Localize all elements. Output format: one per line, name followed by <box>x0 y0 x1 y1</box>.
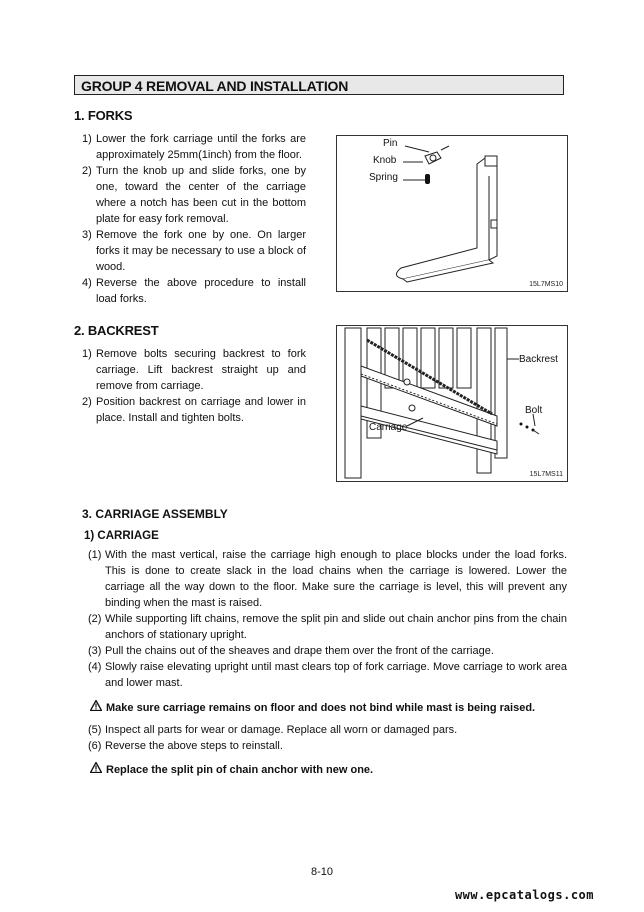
figure-code: 15L7MS10 <box>529 281 563 288</box>
list-item: (2) While supporting lift chains, remove the split pin and slide out chain anchor pins from the chain anchors of stationary upright. <box>88 613 567 641</box>
bolt-label: Bolt <box>525 405 543 416</box>
list-item: (1) With the mast vertical, raise the carriage high enough to place blocks under the load forks. This is done to create slack in the load chains when the carriage is lowered. Lower the carriage all the way down to the floor. Make sure the carriage is level, this will prevent any binding when the mast is raised. <box>88 549 567 609</box>
carriage-assembly-heading: 3. CARRIAGE ASSEMBLY <box>82 507 228 521</box>
pin-label: Pin <box>383 138 398 149</box>
list-item: 1) Remove bolts securing backrest to fork carriage. Lift backrest straight up and remove from carriage. <box>82 348 306 392</box>
carriage-steps-a <box>78 547 567 691</box>
backrest-illustration <box>337 326 567 481</box>
forks-heading: 1. FORKS <box>74 108 133 123</box>
backrest-label: Backrest <box>519 354 558 365</box>
backrest-heading: 2. BACKREST <box>74 323 159 338</box>
list-item: (3) Pull the chains out of the sheaves and drape them over the front of the carriage. <box>88 645 494 657</box>
backrest-steps <box>74 346 306 426</box>
fork-illustration <box>337 136 567 291</box>
group-title: GROUP 4 REMOVAL AND INSTALLATION <box>74 75 564 95</box>
warning-note: Replace the split pin of chain anchor with new one. <box>90 762 373 776</box>
fork-figure <box>336 135 568 292</box>
list-item: 3) Remove the fork one by one. On larger forks it may be necessary to use a block of wood. <box>82 229 306 273</box>
spring-label: Spring <box>369 172 398 183</box>
list-item: (6) Reverse the above steps to reinstall. <box>88 740 283 752</box>
list-item: 1) Lower the fork carriage until the forks are approximately 25mm(1inch) from the floor. <box>82 133 306 161</box>
list-item: (5) Inspect all parts for wear or damage. Replace all worn or damaged pars. <box>88 724 458 736</box>
forks-steps <box>74 131 306 307</box>
carriage-label: Carriage <box>369 422 408 433</box>
warning-icon <box>90 700 102 711</box>
carriage-steps-b <box>78 722 567 754</box>
watermark: www.epcatalogs.com <box>454 888 594 902</box>
warning-icon <box>90 762 102 773</box>
carriage-subheading: 1) CARRIAGE <box>84 530 159 542</box>
figure-code: 15L7MS11 <box>529 471 563 478</box>
list-item: 2) Turn the knob up and slide forks, one by one, toward the center of the carriage where a notch has been cut in the bottom plate for easy fork removal. <box>82 165 306 225</box>
page-number: 8-10 <box>310 866 334 878</box>
knob-label: Knob <box>373 155 397 166</box>
backrest-figure <box>336 325 568 482</box>
list-item: 4) Reverse the above procedure to install load forks. <box>82 277 306 305</box>
list-item: (4) Slowly raise elevating upright until mast clears top of fork carriage. Move carriage to work area and lower mast. <box>88 661 567 689</box>
warning-note: Make sure carriage remains on floor and does not bind while mast is being raised. <box>90 700 535 714</box>
list-item: 2) Position backrest on carriage and lower in place. Install and tighten bolts. <box>82 396 306 424</box>
